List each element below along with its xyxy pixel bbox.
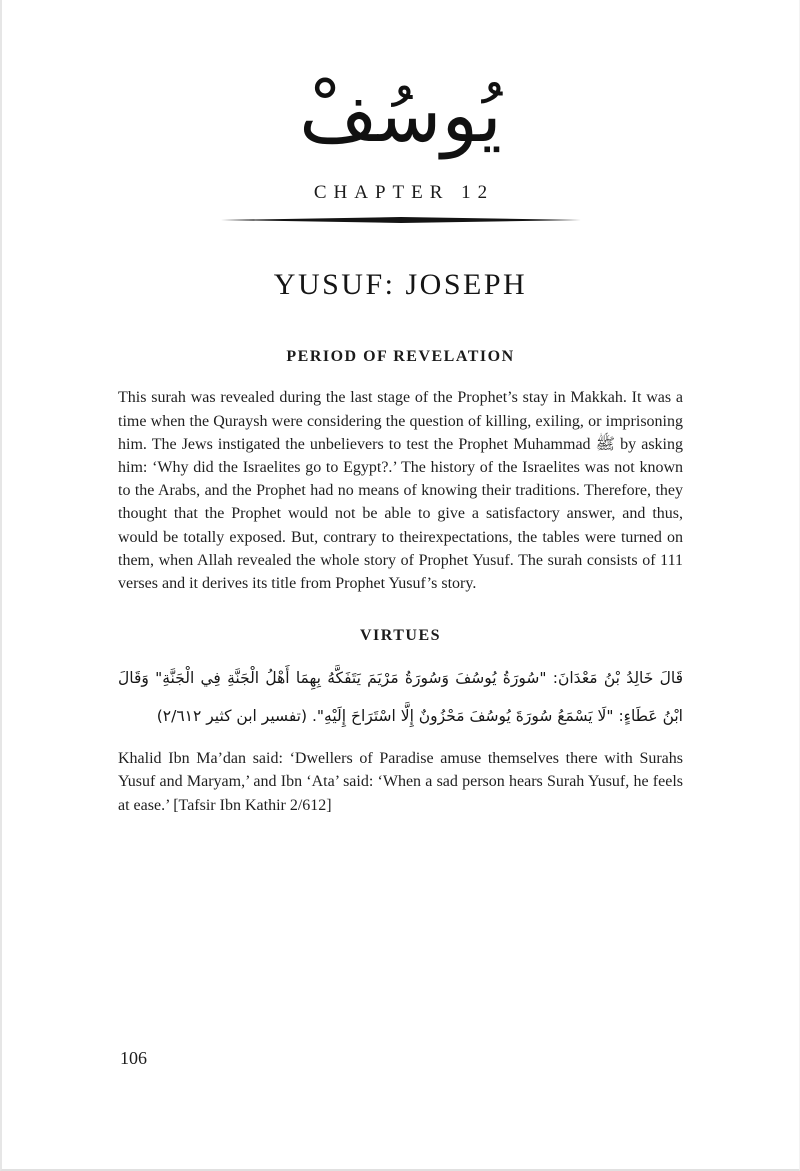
- period-of-revelation-body: This surah was revealed during the last stage of the Prophet’s stay in Makkah. It was a time when the Quraysh were considering the question of killing, exiling, or imprisoning him. The Jews instigated the unbelievers to test the Prophet Muhammad ﷺ by asking him: ‘Why did the Israelites go to Egypt?.’ The history of the Israelites was not known to the Arabs, and the Prophet had no means of knowing their traditions. Therefore, they thought that the Prophet would not be able to give a satisfactory answer, and thus, would be totally exposed. But, contrary to theirexpectations, the tables were turned on them, when Allah revealed the whole story of Prophet Yusuf. The surah consists of 111 verses and it derives its title from Prophet Yusuf’s story.: [118, 389, 683, 593]
- virtues-heading: VIRTUES: [359, 627, 442, 645]
- page-number: 106: [120, 1048, 147, 1068]
- chapter-label: CHAPTER 12: [313, 182, 495, 204]
- virtues-arabic-quote: قَالَ خَالِدُ بْنُ مَعْدَانَ: "سُورَةُ يُوسُفَ وَسُورَةُ مَرْيَمَ يَتَفَكَّهُ بِهِمَا أَهْلُ الْجَنَّةِ فِي الْجَنَّةِ" وَقَالَ ابْنُ عَطَاءٍ: "لَا يَسْمَعُ سُورَةَ يُوسُفَ مَحْزُونٌ إِلَّا اسْتَرَاحَ إِلَيْهِ". (تفسير ابن كثير ٢/٦١٢): [118, 669, 683, 726]
- surah-name-calligraphy: يُوسُفْ: [299, 70, 502, 159]
- section-virtues: [118, 627, 683, 817]
- virtues-translation-body: Khalid Ibn Ma’dan said: ‘Dwellers of Paradise amuse themselves there with Surahs Yusuf and Maryam,’ and Ibn ‘Ata’ said: ‘When a sad person hears Surah Yusuf, he feels at ease.’ [Tafsir Ibn Kathir 2/612]: [118, 750, 683, 814]
- page-footer: [120, 1048, 147, 1069]
- period-of-revelation-heading: PERIOD OF REVELATION: [286, 348, 515, 366]
- chapter-header: [118, 62, 683, 302]
- section-period-of-revelation: [118, 348, 683, 595]
- chapter-title: YUSUF: JOSEPH: [273, 268, 528, 302]
- tapered-divider-rule: [221, 216, 581, 224]
